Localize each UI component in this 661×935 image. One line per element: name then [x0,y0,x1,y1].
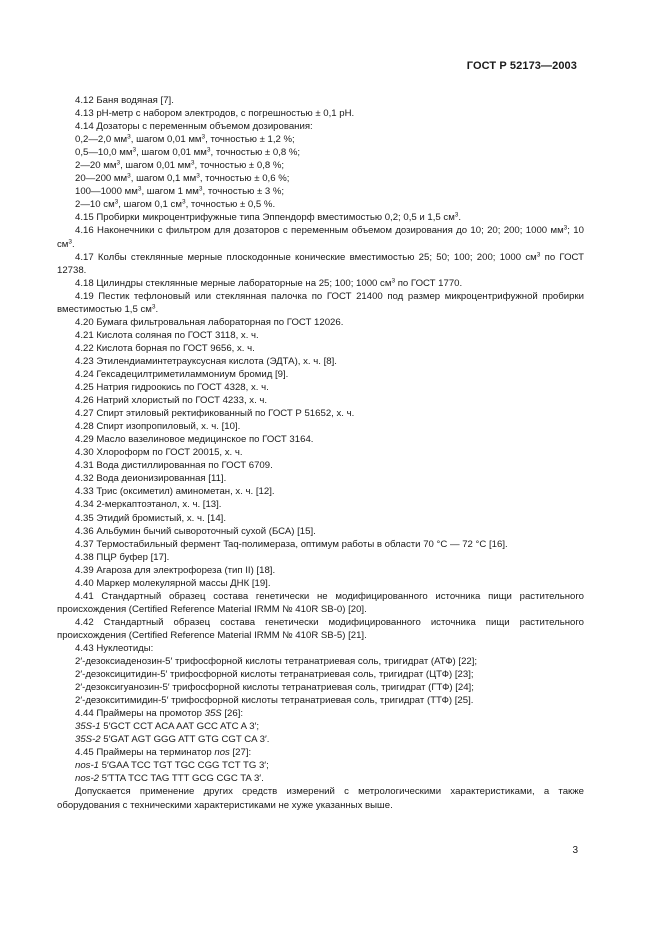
paragraph: 4.38 ПЦР буфер [17]. [75,551,170,563]
paragraph: 4.34 2-меркаптоэтанол, х. ч. [13]. [75,499,222,511]
page-number: 3 [572,845,578,856]
paragraph: 4.13 рН-метр с набором электродов, с погрешностью ± 0,1 рН. [75,108,355,120]
document-header: ГОСТ Р 52173—2003 [466,60,577,72]
paragraph: 4.43 Нуклеотиды: [75,642,154,654]
paragraph: 2′-дезоксиаденозин-5′ трифосфорной кислоты тетранатриевая соль, тригидрат (АТФ) [22]; [75,656,478,668]
paragraph: 4.41 Стандартный образец состава генетически не модифицированного источника пищи растительного происхождения (Certified Reference Material IRMM № 410R SB-0) [20]. [57,590,584,615]
paragraph: 0,5—10,0 $мм^3$, шагом 0,01 $мм^3$, точностью ± 0,8 %; [75,146,301,159]
paragraph: 100—1000 $мм^3$, шагом 1 $мм^3$, точностью ± 3 %; [75,185,285,198]
paragraph: 4.37 Термостабильный фермент Taq-полимераза, оптимум работы в области 70 °С — 72 °С [16]. [75,538,508,550]
paragraph: 4.12 Баня водяная [7]. [75,95,174,106]
paragraph: 4.31 Вода дистиллированная по ГОСТ 6709. [75,460,273,472]
paragraph: 4.36 Альбумин бычий сывороточный сухой (БСА) [15]. [75,525,316,537]
paragraph: 4.28 Спирт изопропиловый, х. ч. [10]. [75,421,241,433]
paragraph: 35S-1 5′GCT CCT ACA AAT GCC ATC A 3′; [75,721,260,733]
paragraph: 4.20 Бумага фильтровальная лабораторная по ГОСТ 12026. [75,316,344,328]
paragraph: 4.16 Наконечники с фильтром для дозаторов с переменным объемом дозирования до 10; 20; 200; 1000 $мм^3$; 10 $см^3$. [57,224,584,250]
paragraph: 4.45 Праймеры на терминатор nos [27]: [75,747,252,759]
paragraph: 2—10 $см^3$, шагом 0,1 $см^3$, точностью ± 0,5 %. [75,198,276,211]
paragraph: 20—200 $мм^3$, шагом 0,1 $мм^3$, точностью ± 0,6 %; [75,172,290,185]
paragraph: 2′-дезоксицитидин-5′ трифосфорной кислоты тетранатриевая соль, тригидрат (ЦТФ) [23]; [75,669,474,681]
paragraph: 35S-2 5′GAT AGT GGG ATT GTG CGT CA 3′. [75,734,270,746]
paragraph: 4.33 Трис (оксиметил) аминометан, х. ч. [12]. [75,486,275,498]
paragraph: 4.40 Маркер молекулярной массы ДНК [19]. [75,577,271,589]
paragraph: nos-2 5′TTA TCC TAG TTT GCG CGC TA 3′. [75,773,264,785]
paragraph: 4.22 Кислота борная по ГОСТ 9656, х. ч. [75,342,255,354]
document-body [57,94,584,812]
paragraph: 2′-дезокситимидин-5′ трифосфорной кислоты тетранатриевая соль, тригидрат (ТТФ) [25]. [75,695,474,707]
paragraph: 4.21 Кислота соляная по ГОСТ 3118, х. ч. [75,329,259,341]
paragraph: 4.18 Цилиндры стеклянные мерные лабораторные на 25; 100; 1000 $см^3$ по ГОСТ 1770. [75,277,463,289]
paragraph: 4.14 Дозаторы с переменным объемом дозирования: [75,121,313,133]
paragraph: nos-1 5′GAA TCC TGT TGC CGG TCT TG 3′; [75,760,269,772]
paragraph: 4.19 Пестик тефлоновый или стеклянная палочка по ГОСТ 21400 под размер микроцентрифужной пробирки вместимостью 1,5 $см^3$. [57,290,584,315]
paragraph: 4.44 Праймеры на промотор 35S [26]: [75,708,244,720]
paragraph: 4.32 Вода деионизированная [11]. [75,473,227,485]
paragraph: 2—20 $мм^3$, шагом 0,01 $мм^3$, точностью ± 0,8 %; [75,159,285,172]
paragraph: 4.15 Пробирки микроцентрифужные типа Эппендорф вместимостью 0,2; 0,5 и 1,5 $см^3$. [75,211,462,224]
paragraph: 4.29 Масло вазелиновое медицинское по ГОСТ 3164. [75,434,314,446]
paragraph: 4.23 Этилендиаминтетрауксусная кислота (ЭДТА), х. ч. [8]. [75,355,337,367]
paragraph: 4.26 Натрий хлористый по ГОСТ 4233, х. ч. [75,395,268,407]
paragraph: 4.35 Этидий бромистый, х. ч. [14]. [75,512,226,524]
paragraph: 4.17 Колбы стеклянные мерные плоскодонные конические вместимостью 25; 50; 100; 200; 1000 $см^3$ по ГОСТ 12738. [57,251,584,276]
paragraph: 0,2—2,0 $мм^3$, шагом 0,01 $мм^3$, точностью ± 1,2 %; [75,133,295,146]
paragraph: 4.39 Агароза для электрофореза (тип II) [18]. [75,564,276,576]
paragraph: 4.25 Натрия гидроокись по ГОСТ 4328, х. ч. [75,382,269,394]
paragraph: 4.27 Спирт этиловый ректификованный по ГОСТ Р 51652, х. ч. [75,408,355,420]
paragraph: 4.24 Гексадецилтриметиламмониум бромид [9]. [75,368,289,380]
paragraph: 4.30 Хлороформ по ГОСТ 20015, х. ч. [75,447,243,459]
paragraph: 2′-дезоксигуанозин-5′ трифосфорной кислоты тетранатриевая соль, тригидрат (ГТФ) [24]; [75,682,474,694]
paragraph: Допускается применение других средств измерений с метрологическими характеристиками, а также оборудования с техническими характеристиками не хуже указанных выше. [57,786,584,811]
paragraph: 4.42 Стандартный образец состава генетически модифицированного источника пищи растительного происхождения (Certified Reference Material IRMM № 410R SB-5) [21]. [57,616,584,641]
